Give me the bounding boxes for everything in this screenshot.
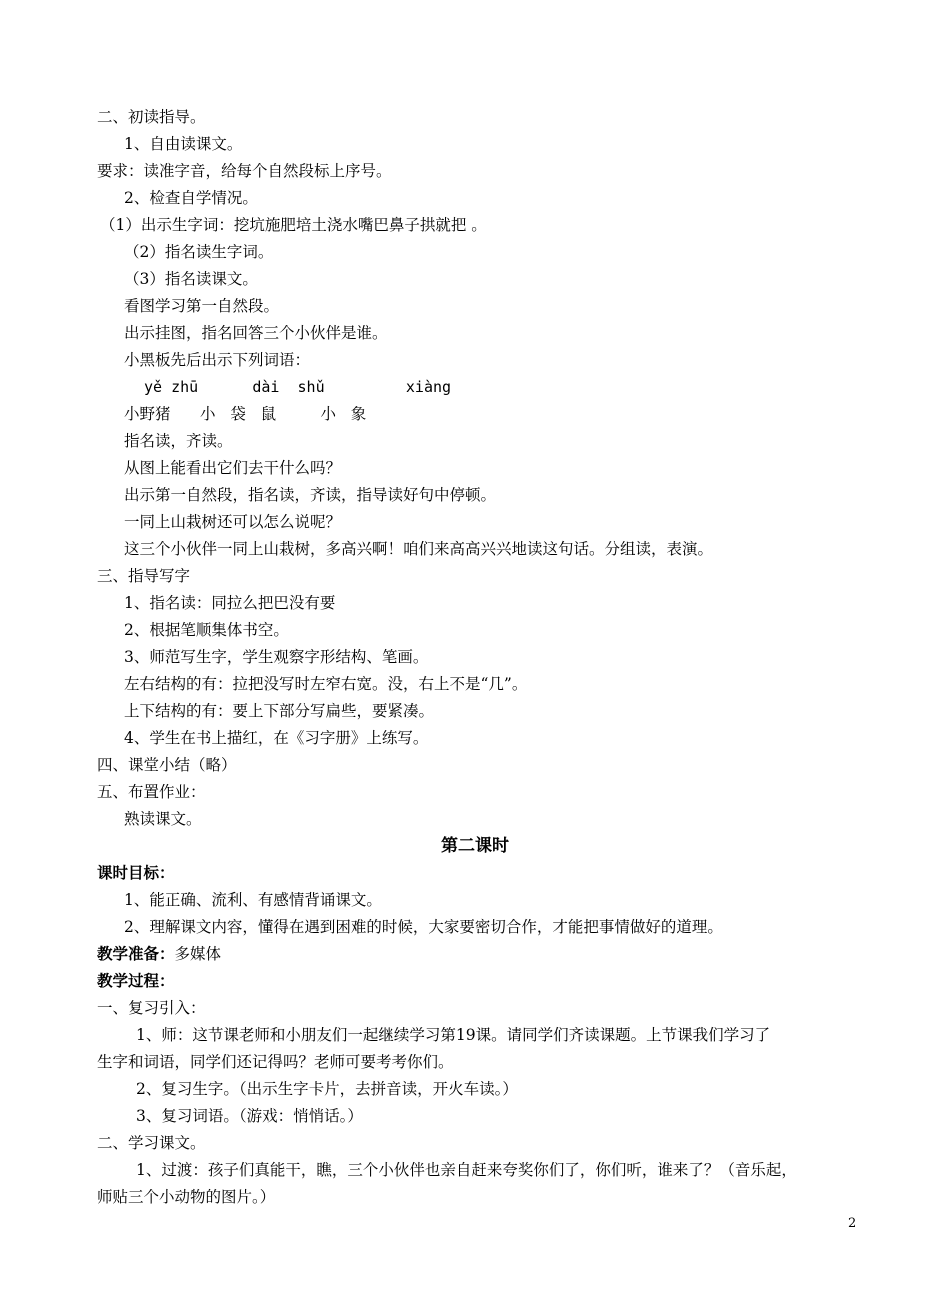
page-number: 2 — [848, 1216, 857, 1231]
paragraph: 3、师范写生字，学生观察字形结构、笔画。 — [124, 648, 429, 666]
section-heading: 五、布置作业： — [97, 783, 206, 801]
vocabulary-line: 小野猪 小 袋 鼠 小 象 — [124, 405, 367, 423]
paragraph: 指名读，齐读。 — [124, 432, 233, 450]
paragraph: 这三个小伙伴一同上山栽树，多高兴啊！咱们来高高兴兴地读这句话。分组读，表演。 — [124, 540, 714, 558]
paragraph: 一同上山栽树还可以怎么说呢？ — [124, 513, 342, 531]
paragraph: 1、指名读：同拉么把巴没有要 — [124, 594, 336, 612]
paragraph: 看图学习第一自然段。 — [124, 297, 280, 315]
section-heading: 一、复习引入： — [97, 999, 206, 1017]
paragraph: （3）指名读课文。 — [124, 270, 258, 288]
pinyin-line: yě zhū dài shǔ xiàng — [144, 378, 452, 396]
lesson-title: 第二课时 — [441, 836, 509, 856]
section-heading: 二、学习课文。 — [97, 1134, 206, 1152]
paragraph: 生字和词语，同学们还记得吗？老师可要考考你们。 — [97, 1053, 454, 1071]
paragraph: 要求：读准字音，给每个自然段标上序号。 — [97, 162, 392, 180]
paragraph: （1）出示生字词：挖坑施肥培土浇水嘴巴鼻子拱就把 。 — [100, 216, 487, 234]
paragraph: 2、根据笔顺集体书空。 — [124, 621, 289, 639]
paragraph: 1、师：这节课老师和小朋友们一起继续学习第19课。请同学们齐读课题。上节课我们学习了 — [136, 1026, 771, 1044]
paragraph: 师贴三个小动物的图片。） — [97, 1188, 276, 1206]
paragraph: 左右结构的有：拉把没写时左窄右宽。没，右上不是“几”。 — [124, 675, 528, 693]
paragraph: 4、学生在书上描红，在《习字册》上练写。 — [124, 729, 429, 747]
paragraph: 1、自由读课文。 — [124, 135, 243, 153]
paragraph: 2、复习生字。（出示生字卡片，去拼音读，开火车读。） — [136, 1080, 518, 1098]
paragraph: 小黑板先后出示下列词语： — [124, 351, 311, 369]
paragraph: 3、复习词语。（游戏：悄悄话。） — [136, 1107, 363, 1125]
preparation-value: 多媒体 — [174, 945, 222, 963]
paragraph: 出示第一自然段，指名读，齐读，指导读好句中停顿。 — [124, 486, 497, 504]
section-heading: 四、课堂小结（略） — [97, 756, 237, 774]
paragraph: 1、能正确、流利、有感情背诵课文。 — [124, 891, 382, 909]
preparation-label: 教学准备： — [97, 944, 175, 963]
process-heading: 教学过程： — [97, 971, 175, 990]
paragraph: 2、检查自学情况。 — [124, 189, 258, 207]
paragraph: （2）指名读生字词。 — [124, 243, 274, 261]
paragraph: 从图上能看出它们去干什么吗？ — [124, 459, 342, 477]
objectives-heading: 课时目标： — [97, 863, 175, 882]
paragraph: 出示挂图，指名回答三个小伙伴是谁。 — [124, 324, 388, 342]
preparation-line — [97, 944, 221, 964]
paragraph: 熟读课文。 — [124, 810, 202, 828]
paragraph: 1、过渡：孩子们真能干，瞧，三个小伙伴也亲自赶来夸奖你们了，你们听，谁来了？（音乐起， — [136, 1161, 797, 1179]
section-heading: 三、指导写字 — [97, 567, 191, 585]
paragraph: 2、理解课文内容，懂得在遇到困难的时候，大家要密切合作，才能把事情做好的道理。 — [124, 918, 723, 936]
section-heading: 二、初读指导。 — [97, 108, 206, 126]
paragraph: 上下结构的有：要上下部分写扁些，要紧凑。 — [124, 702, 435, 720]
